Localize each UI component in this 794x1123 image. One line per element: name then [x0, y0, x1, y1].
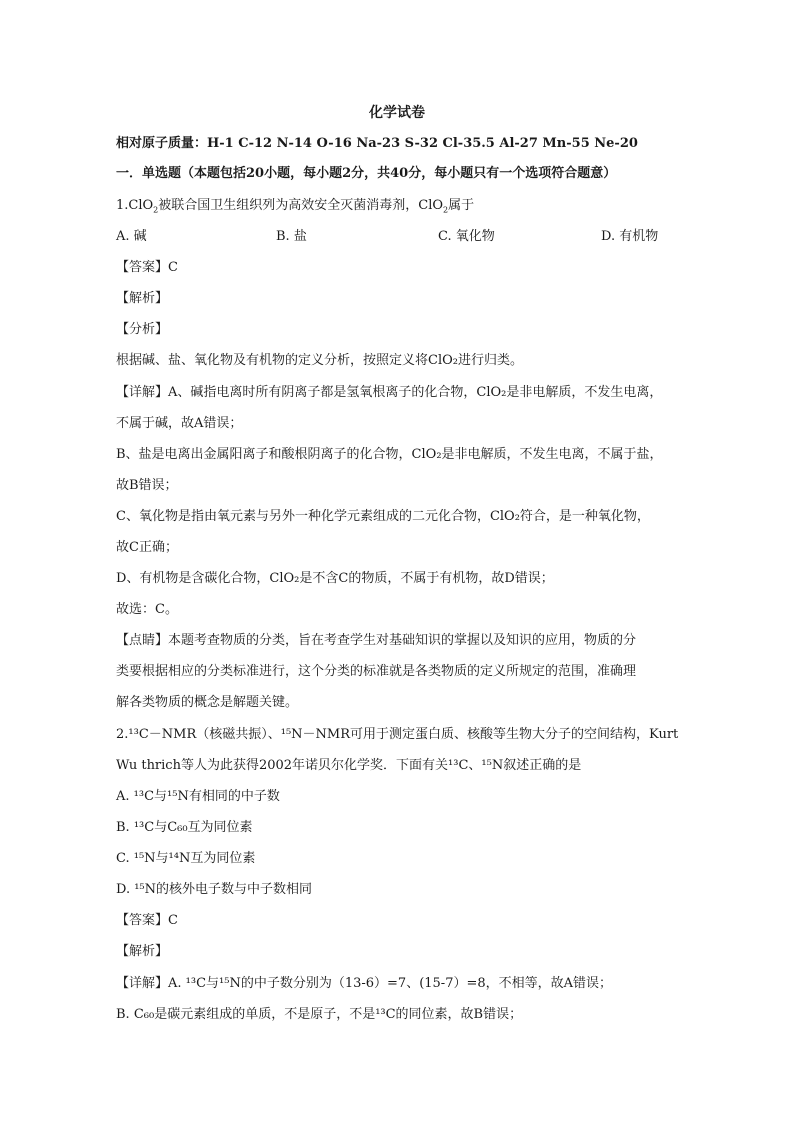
q1-detail-a-line1: 【详解】A、碱指电离时所有阴离子都是氢氧根离子的化合物，ClO₂是非电解质，不发生电离， — [116, 385, 663, 400]
q1-stem-part-c: 属于 — [448, 198, 475, 213]
q1-detail-c-line2: 故C正确； — [116, 540, 178, 555]
q1-fenxi-text: 根据碱、盐、氧化物及有机物的定义分析，按照定义将ClO₂进行归类。 — [116, 353, 523, 368]
q2-analysis-heading: 【解析】 — [116, 944, 169, 959]
q1-options — [116, 226, 686, 248]
section-heading: 一．单选题（本题包括20小题，每小题2分，共40分，每小题只有一个选项符合题意） — [116, 166, 617, 181]
q1-detail-a-line2: 不属于碱，故A错误； — [116, 416, 243, 431]
q1-stem-part-a: 1.ClO — [116, 198, 154, 213]
q2-option-b: B. ¹³C与C₆₀互为同位素 — [116, 820, 253, 835]
q1-option-b: B. 盐 — [276, 229, 307, 244]
q2-answer: 【答案】C — [116, 913, 178, 928]
q1-stem-sub-2: 2 — [443, 205, 449, 215]
q2-stem-line1: 2.¹³C－NMR（核磁共振）、¹⁵N－NMR可用于测定蛋白质、核酸等生物大分子的空间结构，Kurt — [116, 727, 679, 742]
q1-choice: 故选：C。 — [116, 602, 178, 617]
q1-dianjing-line1: 【点睛】本题考查物质的分类，旨在考查学生对基础知识的掌握以及知识的应用，物质的分 — [116, 633, 637, 648]
q1-detail-d: D、有机物是含碳化合物，ClO₂是不含C的物质，不属于有机物，故D错误； — [116, 571, 554, 586]
q1-detail-b-line1: B、盐是电离出金属阳离子和酸根阴离子的化合物，ClO₂是非电解质，不发生电离，不属于盐， — [116, 447, 663, 462]
q1-stem — [116, 195, 686, 217]
q1-detail-c-line1: C、氧化物是指由氧元素与另外一种化学元素组成的二元化合物，ClO₂符合，是一种氧化物， — [116, 509, 650, 524]
q2-detail-a: 【详解】A. ¹³C与¹⁵N的中子数分别为（13-6）=7、(15-7）=8，不相等，故A错误； — [116, 976, 613, 991]
q1-stem-part-b: 被联合国卫生组织列为高效安全灭菌消毒剂，ClO — [158, 198, 444, 213]
q1-stem-sub: 2 — [153, 205, 159, 215]
q1-option-a: A. 碱 — [116, 229, 147, 244]
q1-dianjing-line3: 解各类物质的概念是解题关键。 — [116, 695, 299, 710]
q1-option-d: D. 有机物 — [601, 229, 659, 244]
q1-fenxi-heading: 【分析】 — [116, 322, 169, 337]
q2-detail-b: B. C₆₀是碳元素组成的单质，不是原子，不是¹³C的同位素，故B错误； — [116, 1007, 523, 1022]
q1-answer: 【答案】C — [116, 260, 178, 275]
page-title: 化学试卷 — [369, 105, 425, 121]
q2-option-c: C. ¹⁵N与¹⁴N互为同位素 — [116, 851, 256, 866]
q1-dianjing-line2: 类要根据相应的分类标准进行，这个分类的标准就是各类物质的定义所规定的范围，准确理 — [116, 664, 637, 679]
q1-option-c: C. 氧化物 — [438, 229, 495, 244]
q2-stem-line2: Wu thrich等人为此获得2002年诺贝尔化学奖．下面有关¹³C、¹⁵N叙述正确的是 — [116, 758, 582, 773]
q2-option-d: D. ¹⁵N的核外电子数与中子数相同 — [116, 882, 313, 897]
q1-detail-b-line2: 故B错误； — [116, 478, 178, 493]
atomic-masses-line: 相对原子质量：H-1 C-12 N-14 O-16 Na-23 S-32 Cl-35.5 Al-27 Mn-55 Ne-20 — [116, 136, 638, 151]
q1-analysis-heading: 【解析】 — [116, 291, 169, 306]
q2-option-a: A. ¹³C与¹⁵N有相同的中子数 — [116, 789, 280, 804]
